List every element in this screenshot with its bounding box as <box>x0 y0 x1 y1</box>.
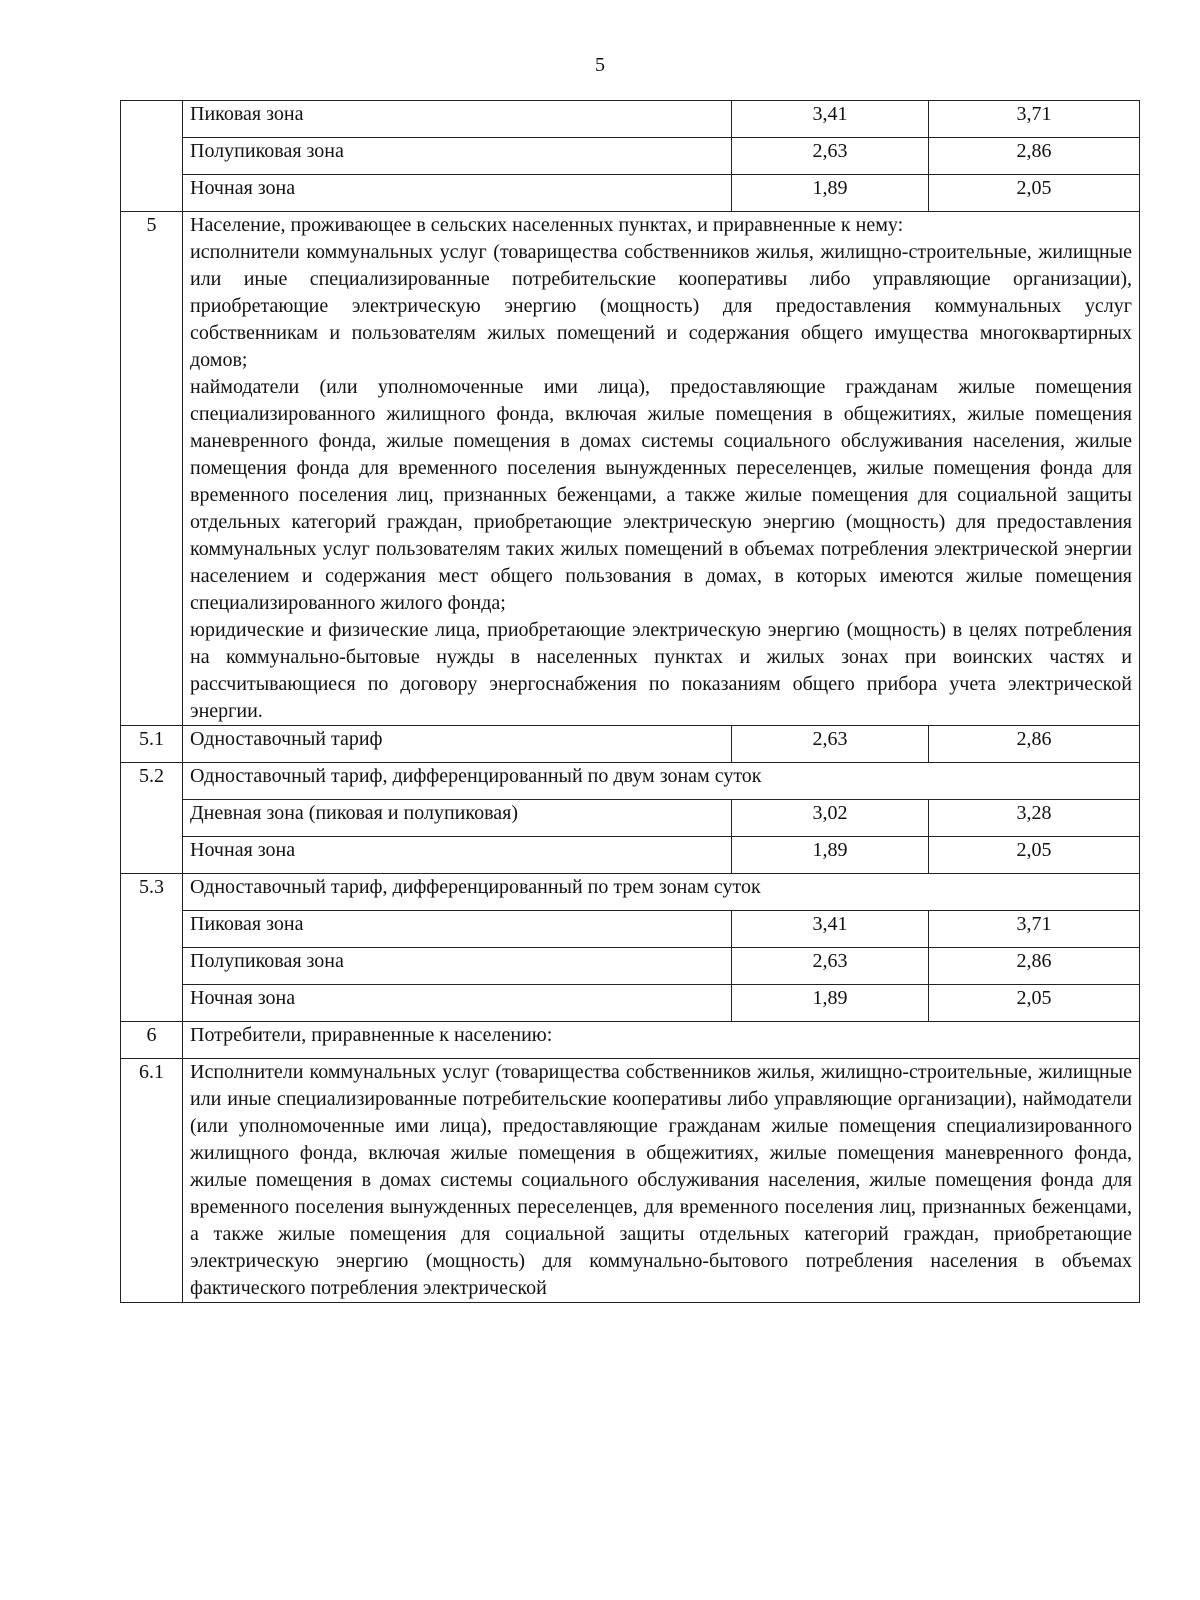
table-row <box>121 985 1140 1022</box>
value-cell-2: 3,71 <box>929 911 1140 948</box>
value-cell-1: 1,89 <box>732 985 929 1022</box>
value-cell-1: 3,41 <box>732 101 929 138</box>
table-row <box>121 911 1140 948</box>
section-description <box>183 212 1140 726</box>
row-number: 6.1 <box>121 1059 183 1303</box>
table-row <box>121 763 1140 800</box>
section-description <box>183 1059 1140 1303</box>
table-row <box>121 837 1140 874</box>
row-number: 5 <box>121 212 183 726</box>
value-cell-2: 2,86 <box>929 948 1140 985</box>
row-label: Потребители, приравненные к населению: <box>183 1022 1140 1059</box>
row-label: Ночная зона <box>183 175 732 212</box>
value-cell-1: 1,89 <box>732 175 929 212</box>
value-cell-1: 1,89 <box>732 837 929 874</box>
row-label: Пиковая зона <box>183 911 732 948</box>
row-number-cell <box>121 101 183 212</box>
row-number: 5.2 <box>121 763 183 874</box>
row-number: 6 <box>121 1022 183 1059</box>
row-label: Одноставочный тариф, дифференцированный по трем зонам суток <box>183 874 1140 911</box>
value-cell-1: 2,63 <box>732 726 929 763</box>
value-cell-1: 2,63 <box>732 138 929 175</box>
value-cell-2: 2,86 <box>929 138 1140 175</box>
row-number: 5.3 <box>121 874 183 1022</box>
row-label: Одноставочный тариф, дифференцированный по двум зонам суток <box>183 763 1140 800</box>
value-cell-2: 2,05 <box>929 175 1140 212</box>
table-row <box>121 1022 1140 1059</box>
value-cell-2: 2,05 <box>929 985 1140 1022</box>
value-cell-1: 2,63 <box>732 948 929 985</box>
paragraph: юридические и физические лица, приобретающие электрическую энергию (мощность) в целях потребления на коммунально-бытовые нужды в населенных пунктах и жилых зонах при воинских частях и рассчитывающиеся по договору энергоснабжения по показаниям общего прибора учета электрической энергии. <box>190 619 1132 722</box>
page-number: 5 <box>595 54 605 76</box>
table-row <box>121 874 1140 911</box>
value-cell-2: 3,71 <box>929 101 1140 138</box>
tariff-table <box>120 100 1140 1303</box>
row-label: Полупиковая зона <box>183 138 732 175</box>
row-label: Одноставочный тариф <box>183 726 732 763</box>
table-row <box>121 138 1140 175</box>
value-cell-2: 2,05 <box>929 837 1140 874</box>
value-cell-2: 2,86 <box>929 726 1140 763</box>
row-number: 5.1 <box>121 726 183 763</box>
table-row <box>121 948 1140 985</box>
row-label: Пиковая зона <box>183 101 732 138</box>
paragraph: исполнители коммунальных услуг (товарищества собственников жилья, жилищно-строительные, жилищные или иные специализированные потребительские кооперативы либо управляющие организации), приобретающие электрическую энергию (мощность) для предоставления коммунальных услуг собственникам и пользователям жилых помещений и содержания общего имущества многоквартирных домов; <box>190 241 1132 371</box>
value-cell-2: 3,28 <box>929 800 1140 837</box>
value-cell-1: 3,41 <box>732 911 929 948</box>
table-row <box>121 726 1140 763</box>
row-label: Ночная зона <box>183 837 732 874</box>
table-row <box>121 212 1140 726</box>
paragraph: наймодатели (или уполномоченные ими лица), предоставляющие гражданам жилые помещения специализированного жилищного фонда, включая жилые помещения в общежитиях, жилые помещения маневренного фонда, жилые помещения в домах системы социального обслуживания населения, жилые помещения фонда для временного поселения вынужденных переселенцев, жилые помещения фонда для временного поселения лиц, признанных беженцами, а также жилые помещения для социальной защиты отдельных категорий граждан, приобретающие электрическую энергию (мощность) для предоставления коммунальных услуг пользователям таких жилых помещений в объемах потребления электрической энергии населением и содержания мест общего пользования в домах, в которых имеются жилые помещения специализированного жилого фонда; <box>190 376 1132 614</box>
table-row <box>121 175 1140 212</box>
paragraph: Исполнители коммунальных услуг (товарищества собственников жилья, жилищно-строительные, жилищные или иные специализированные потребительские кооперативы либо управляющие организации), наймодатели (или уполномоченные ими лица), предоставляющие гражданам жилые помещения специализированного жилищного фонда, включая жилые помещения в общежитиях, жилые помещения маневренного фонда, жилые помещения в домах системы социального обслуживания населения, жилые помещения фонда для временного поселения вынужденных переселенцев, для временного поселения лиц, признанных беженцами, а также жилые помещения для социальной защиты отдельных категорий граждан, приобретающие электрическую энергию (мощность) для коммунально-бытового потребления населения в объемах фактического потребления электрической <box>190 1061 1132 1299</box>
paragraph: Население, проживающее в сельских населенных пунктах, и приравненные к нему: <box>190 214 904 236</box>
value-cell-1: 3,02 <box>732 800 929 837</box>
row-label: Дневная зона (пиковая и полупиковая) <box>183 800 732 837</box>
row-label: Ночная зона <box>183 985 732 1022</box>
table-row <box>121 800 1140 837</box>
row-label: Полупиковая зона <box>183 948 732 985</box>
table-row <box>121 101 1140 138</box>
table-row <box>121 1059 1140 1303</box>
